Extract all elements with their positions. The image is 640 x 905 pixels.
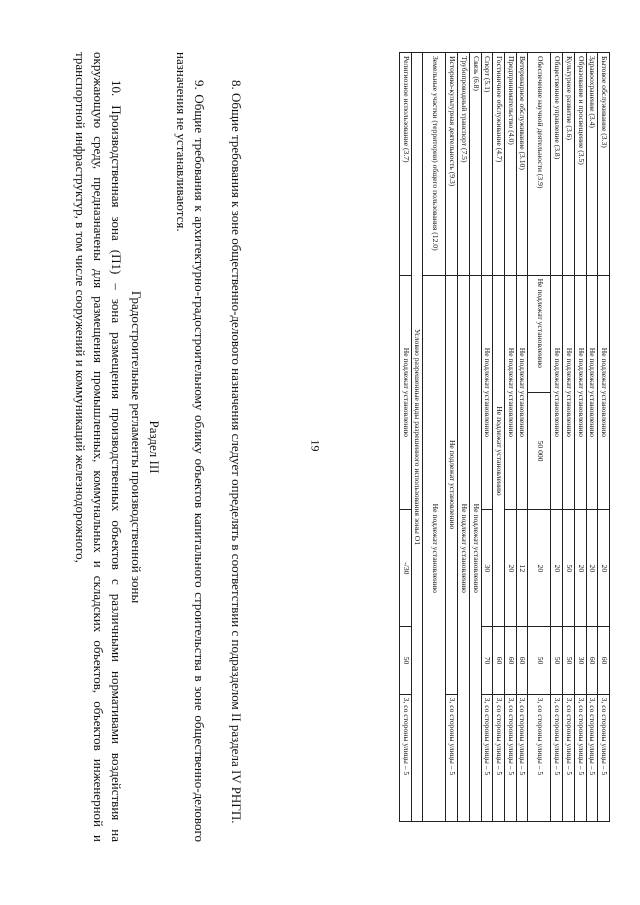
paragraph-10: 10. Производственная зона (П1) – зона размещения производственных объектов с различными нормативами воздействия на окружающую среду, предназначены для размещения промышленных, коммунальных и складских объектов, объектов инженерной и транспортной инфраструктур, в том числе сооружений и коммуникаций железнодорожного, <box>73 52 124 842</box>
use-name-cell: Образование и просвещение (3.5) <box>574 53 586 276</box>
table-row <box>551 53 563 822</box>
coverage-cell: 20 <box>574 510 586 627</box>
area-max-cell: 50 000 <box>528 392 551 509</box>
span-cell: Не подлежат установлению <box>446 275 458 694</box>
setback-cell: 3, со стороны улицы – 5 <box>481 694 493 821</box>
use-name-cell: Связь (6.8) <box>469 53 481 276</box>
floors-cell: 30 <box>574 627 586 694</box>
paragraph-9: 9. Общие требования к архитектурно-градостроительному облику объектов капитального строительства в зоне общественно-делового назначения не устанавливаются. <box>174 52 207 842</box>
use-name-cell: Гостиничное обслуживание (4.7) <box>493 53 505 276</box>
table-row <box>458 53 470 822</box>
area-cell: Не подлежат установлению <box>574 275 586 510</box>
use-name-cell: Земельные участки (территории) общего пользования (12.0) <box>423 53 446 276</box>
table-row <box>493 53 505 822</box>
area-cell: Не подлежат установлению <box>516 275 528 510</box>
coverage-cell: 50 <box>563 510 575 627</box>
floors-cell: 50 <box>528 627 551 694</box>
span-cell: Не подлежат установлению <box>423 275 446 821</box>
floors-cell: 70 <box>481 627 493 694</box>
table-row <box>528 53 551 822</box>
coverage-cell: 20 <box>528 510 551 627</box>
use-name-cell: Общественное управление (3.8) <box>551 53 563 276</box>
page-number: 19 <box>308 439 323 452</box>
floors-cell: 50 <box>399 627 411 694</box>
section-title: Раздел III <box>147 420 162 474</box>
section-subtitle: Градостроительные регламенты производственной зоны <box>129 290 144 604</box>
area-cell: Не подлежат установлению <box>399 275 411 510</box>
floors-cell: 60 <box>598 627 610 694</box>
area-cell: Не подлежат установлению <box>563 275 575 510</box>
floors-cell: 50 <box>551 627 563 694</box>
table-row <box>399 53 411 822</box>
span-cell: Не подлежат установлению <box>458 275 470 821</box>
floors-cell: 60 <box>504 627 516 694</box>
area-min-cell: Не подлежат установлению <box>528 275 551 392</box>
setback-cell: 3, со стороны улицы – 5 <box>586 694 598 821</box>
use-name-cell: Спорт (5.1) <box>481 53 493 276</box>
area-cell: Не подлежат установлению <box>481 275 493 510</box>
table-row <box>574 53 586 822</box>
use-name-cell: Трубопроводный транспорт (7.5) <box>458 53 470 276</box>
use-name-cell: Обеспечение научной деятельности (3.9) <box>528 53 551 276</box>
use-name-cell: Здравоохранение (3.4) <box>586 53 598 276</box>
floors-cell: 50 <box>563 627 575 694</box>
use-name-cell: Предпринимательство (4.0) <box>504 53 516 276</box>
setback-cell: 3, со стороны улицы – 5 <box>528 694 551 821</box>
setback-cell: 3, со стороны улицы – 5 <box>516 694 528 821</box>
floors-cell: 60 <box>586 627 598 694</box>
coverage-cell: 30 <box>481 510 493 627</box>
use-name-cell: Религиозное использование (3.7) <box>399 53 411 276</box>
floors-cell: 60 <box>493 627 505 694</box>
use-name-cell: Культурное развитие (3.6) <box>563 53 575 276</box>
paragraph-8: 8. Общие требования к зоне общественно-делового назначения следует определять в соответствии с подразделом II раздела IV РНГП. <box>229 80 244 824</box>
coverage-cell: 20 <box>551 510 563 627</box>
table-row <box>563 53 575 822</box>
setback-cell: 3, со стороны улицы – 5 <box>493 694 505 821</box>
table-row <box>446 53 458 822</box>
table-row <box>423 53 446 822</box>
table-row <box>516 53 528 822</box>
coverage-cell: 12 <box>516 510 528 627</box>
coverage-cell: 20 <box>598 510 610 627</box>
setback-cell: 3, со стороны улицы – 5 <box>574 694 586 821</box>
area-cell: Не подлежат установлению <box>598 275 610 510</box>
area-span-cell: Не подлежат установлению <box>493 275 505 627</box>
coverage-cell: 20 <box>586 510 598 627</box>
area-cell: Не подлежат установлению <box>586 275 598 510</box>
span-cell: Не подлежат установлению <box>469 275 481 821</box>
use-name-cell: Ветеринарное обслуживание (3.10) <box>516 53 528 276</box>
setback-cell: 3, со стороны улицы – 5 <box>504 694 516 821</box>
setback-cell: 3, со стороны улицы – 5 <box>551 694 563 821</box>
table-row <box>481 53 493 822</box>
regulations-table <box>399 52 610 822</box>
area-cell: Не подлежат установлению <box>504 275 516 510</box>
setback-cell: 3, со стороны улицы – 5 <box>563 694 575 821</box>
coverage-cell: 20 <box>504 510 516 627</box>
table-row <box>504 53 516 822</box>
section-header-cell: Условно разрешенные виды разрешенного использования зоны О1 <box>411 53 423 822</box>
use-name-cell: Бытовое обслуживание (3.3) <box>598 53 610 276</box>
coverage-cell: -/30 <box>399 510 411 627</box>
table-row <box>598 53 610 822</box>
setback-cell: 3, со стороны улицы – 5 <box>399 694 411 821</box>
table-row <box>586 53 598 822</box>
floors-cell: 60 <box>516 627 528 694</box>
table-row <box>469 53 481 822</box>
setback-cell: 3, со стороны улицы – 5 <box>446 694 458 821</box>
use-name-cell: Историко-культурная деятельность (9.3) <box>446 53 458 276</box>
area-cell: Не подлежат установлению <box>551 275 563 510</box>
setback-cell: 3, со стороны улицы – 5 <box>598 694 610 821</box>
table-section-header <box>411 53 423 822</box>
